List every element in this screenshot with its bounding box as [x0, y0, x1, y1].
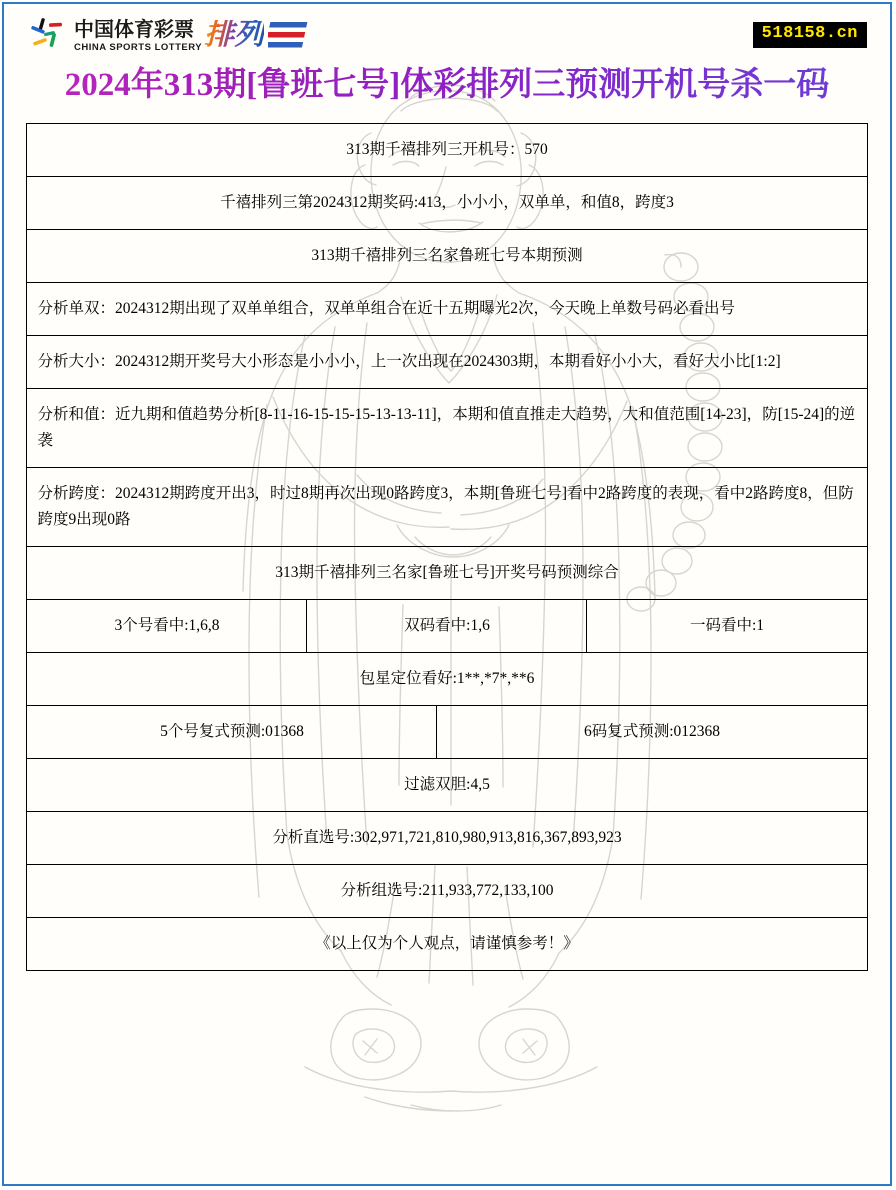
page-inner — [5, 5, 889, 1183]
site-url-badge: 518158.cn — [753, 22, 867, 48]
three-numbers-cell: 3个号看中:1,6,8 — [27, 600, 307, 653]
analysis-sum-cell: 分析和值：近九期和值趋势分析[8-11-16-15-15-15-13-13-11]，本期和值直推走大趋势，大和值范围[14-23]，防[15-24]的逆袭 — [27, 389, 867, 468]
analysis-odd-even-cell: 分析单双：2024312期出现了双单单组合，双单单组合在近十五期曝光2次，今天晚上单数号码必看出号 — [27, 283, 867, 336]
disclaimer-cell: 《以上仅为个人观点，请谨慎参考！》 — [27, 918, 867, 971]
table-row — [27, 706, 867, 759]
table-row — [27, 812, 867, 865]
page-title: 2024年313期[鲁班七号]体彩排列三预测开机号杀一码 — [5, 65, 889, 105]
six-number-compound-cell: 6码复式预测:012368 — [437, 706, 867, 759]
group-numbers-cell: 分析组选号:211,933,772,133,100 — [27, 865, 867, 918]
machine-number-cell: 313期千禧排列三开机号：570 — [27, 124, 867, 177]
table-row — [27, 918, 867, 971]
table-row — [27, 336, 867, 389]
logo-english-name: CHINA SPORTS LOTTERY — [74, 41, 203, 53]
last-draw-cell: 千禧排列三第2024312期奖码:413，小小小，双单单，和值8，跨度3 — [27, 177, 867, 230]
table-row — [27, 230, 867, 283]
table-row — [27, 600, 867, 653]
site-header — [5, 5, 889, 63]
logo-game-name: 排列 — [204, 18, 265, 51]
logo-three-bars-icon — [268, 19, 310, 53]
position-pick-cell: 包星定位看好:1**,*7*,**6 — [27, 653, 867, 706]
logo-chinese-name: 中国体育彩票 — [74, 18, 194, 41]
summary-heading-cell: 313期千禧排列三名家[鲁班七号]开奖号码预测综合 — [27, 547, 867, 600]
table-row — [27, 653, 867, 706]
table-row — [27, 759, 867, 812]
table-row — [27, 468, 867, 547]
table-row — [27, 283, 867, 336]
prediction-table — [26, 123, 867, 971]
two-numbers-cell: 双码看中:1,6 — [307, 600, 587, 653]
analysis-big-small-cell: 分析大小：2024312期开奖号大小形态是小小小，上一次出现在2024303期，本期看好小小大，看好大小比[1:2] — [27, 336, 867, 389]
table-row — [27, 389, 867, 468]
table-row — [27, 547, 867, 600]
table-row — [27, 177, 867, 230]
table-row — [27, 865, 867, 918]
five-number-compound-cell: 5个号复式预测:01368 — [27, 706, 437, 759]
forecast-heading-cell: 313期千禧排列三名家鲁班七号本期预测 — [27, 230, 867, 283]
one-number-cell: 一码看中:1 — [587, 600, 867, 653]
sports-lottery-mark-icon — [29, 16, 69, 56]
page-frame — [2, 2, 892, 1186]
logo-wordmark — [74, 20, 202, 53]
filter-pair-cell: 过滤双胆:4,5 — [27, 759, 867, 812]
table-row — [27, 124, 867, 177]
analysis-span-cell: 分析跨度：2024312期跨度开出3，时过8期再次出现0路跨度3，本期[鲁班七号]看中2路跨度的表现，看中2路跨度8，但防跨度9出现0路 — [27, 468, 867, 547]
lottery-logo — [29, 13, 310, 59]
direct-numbers-cell: 分析直选号:302,971,721,810,980,913,816,367,893,923 — [27, 812, 867, 865]
